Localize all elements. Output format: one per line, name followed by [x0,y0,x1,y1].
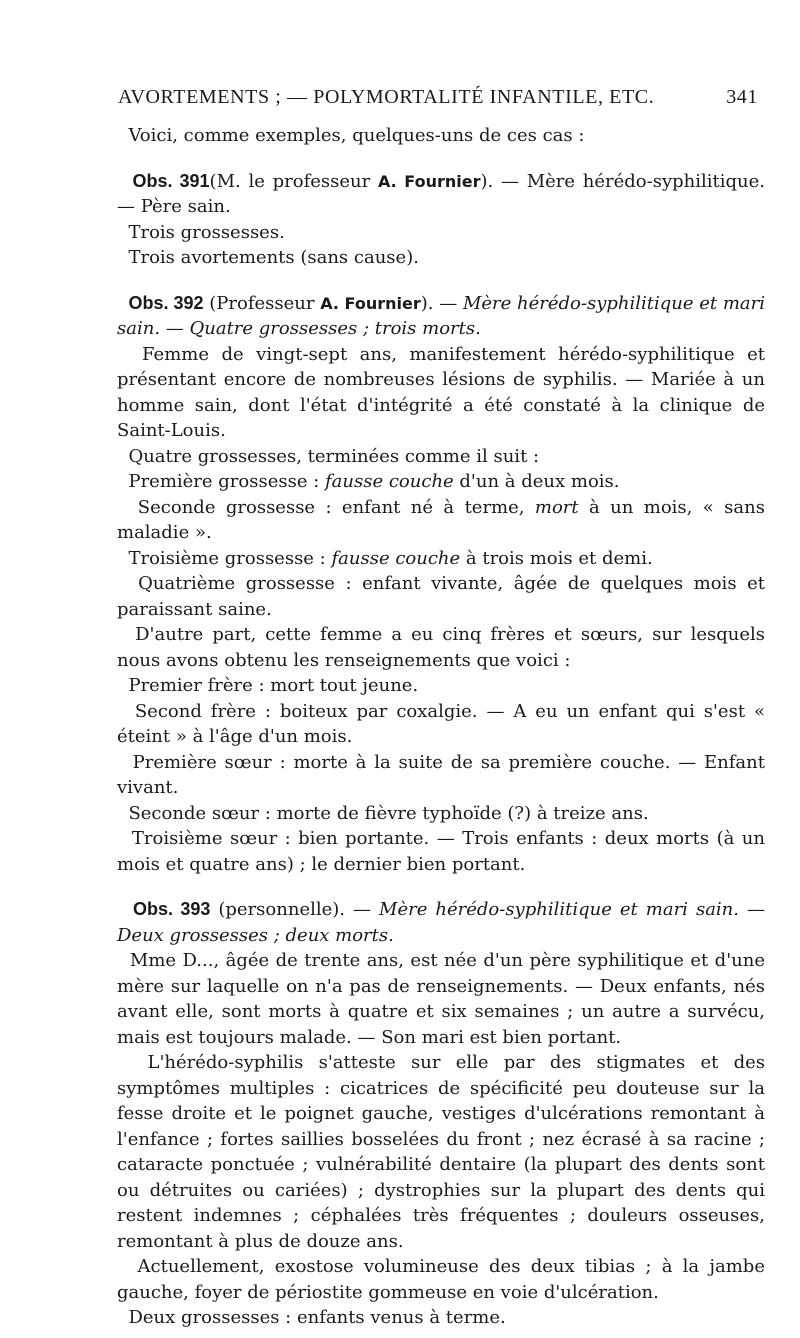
obs392-p4 [117,495,765,546]
obs392-p12-text: Troisième sœur : bien portante. — Trois enfants : deux morts (à un mois et quatre ans) ; le dernier bien portant. [117,828,765,875]
obs392-p10-text: Première sœur : morte à la suite de sa première couche. — Enfant vivant. [117,751,765,798]
intro-paragraph [117,123,765,149]
obs393-p4-text: Deux grossesses : enfants venus à terme. [128,1307,506,1328]
obs392-p3i: fausse couche [325,471,454,492]
obs393-p2 [117,1050,765,1254]
obs392-p8-text: Premier frère : mort tout jeune. [128,675,419,696]
header-title: AVORTEMENTS ; — POLYMORTALITÉ INFANTILE, ETC. [118,86,655,108]
obs393-p3-text: Actuellement, exostose volumineuse des deux tibias ; à la jambe gauche, foyer de périostite gommeuse en voie d'ulcération. [117,1256,765,1303]
obs391-line-1-text: Trois grossesses. [128,221,285,243]
obs392-p10 [117,750,765,801]
obs392-p2 [117,444,765,470]
obs391-source-b: ). — Mère hérédo-syphilitique. — Père sain. [117,170,765,217]
obs393-p1 [117,948,765,1050]
obs391-heading [117,169,765,220]
obs393-heading [117,897,765,948]
obs392-source-a: (Professeur [203,292,321,314]
obs391-line-2 [117,245,765,271]
running-header [118,86,758,109]
obs392-label: Obs. 392 [128,292,204,313]
obs392-p4b: à un mois, « sans maladie ». [117,496,765,543]
obs392-p7-text: D'autre part, cette femme a eu cinq frères et sœurs, sur lesquels nous avons obtenu les renseignements que voici : [117,624,765,671]
obs391-line-2-text: Trois avortements (sans cause). [128,247,419,268]
obs392-source-name: A. Fournier [320,293,421,313]
obs391-source-name: A. Fournier [377,171,481,191]
obs392-p1 [117,342,765,444]
obs392-p1-text: Femme de vingt-sept ans, manifestement hérédo-syphilitique et présentant encore de nombreuses lésions de syphilis. — Mariée à un homme sain, dont l'état d'intégrité a été constaté à la clinique de Saint-Louis. [117,343,766,441]
obs391-source-a: (M. le professeur [209,170,378,192]
obs392-heading [117,291,765,342]
obs392-source-b: ). — [420,292,463,314]
obs393-p1-text: Mme D..., âgée de trente ans, est née d'un père syphilitique et d'une mère sur laquelle on n'a pas de renseignements. — Deux enfants, nés avant elle, sont morts à quatre et six semaines ; un autre a survécu, mais est toujours malade. — Son mari est bien portant. [117,950,765,1048]
obs393-p2-text: L'hérédo-syphilis s'atteste sur elle par des stigmates et des symptômes multiples : cicatrices de spécificité peu douteuse sur la fesse droite et le poignet gauche, vestiges d'ulcérations remontant à l'enfance ; fortes saillies bosselées du front ; nez écrasé à sa racine ; cataracte ponctuée ; vulnérabilité dentaire (la plupart des dents sont ou détruites ou cariées) ; dystrophies sur la plupart des dents qui restent indemnes ; céphalées très fréquentes ; douleurs osseuses, remontant à plus de douze ans. [117,1052,765,1252]
obs392-p5 [117,546,765,572]
obs392-p4a: Seconde grossesse : enfant né à terme, [137,496,535,518]
obs392-p5b: à trois mois et demi. [460,547,653,569]
page-body [117,123,765,1331]
obs393-label: Obs. 393 [133,899,211,919]
obs392-p8 [117,673,765,699]
obs392-p11-text: Seconde sœur : morte de fièvre typhoïde (?) à treize ans. [128,802,649,824]
obs393-source: (personnelle). — [210,899,380,920]
obs391-label: Obs. 391 [132,170,210,191]
obs392-p5a: Troisième grossesse : [128,547,332,569]
obs392-p3 [117,469,765,495]
obs392-p3b: d'un à deux mois. [453,471,620,492]
obs392-p2-text: Quatre grossesses, terminées comme il suit : [128,445,540,467]
obs392-p3a: Première grossesse : [128,471,326,492]
obs392-p9 [117,699,765,750]
obs392-p11 [117,801,765,827]
obs392-p5i: fausse couche [331,547,461,569]
obs392-p12 [117,826,765,877]
obs392-p9-text: Second frère : boiteux par coxalgie. — A eu un enfant qui s'est « éteint » à l'âge d'un mois. [117,700,765,747]
obs393-title: Mère hérédo-syphilitique et mari sain. — Deux grossesses ; deux morts. [117,899,766,946]
obs392-p6-text: Quatrième grossesse : enfant vivante, âgée de quelques mois et paraissant saine. [117,573,765,620]
obs392-p4i: mort [534,496,579,518]
obs392-p6 [117,571,765,622]
obs392-p7 [117,622,765,673]
intro-text: Voici, comme exemples, quelques-uns de ces cas : [128,125,585,146]
obs393-p3 [117,1254,765,1305]
page-number: 341 [726,86,758,108]
obs391-line-1 [117,220,765,246]
obs393-p4 [117,1305,765,1331]
obs392-title: Mère hérédo-syphilitique et mari sain. — Quatre grossesses ; trois morts. [117,292,766,339]
